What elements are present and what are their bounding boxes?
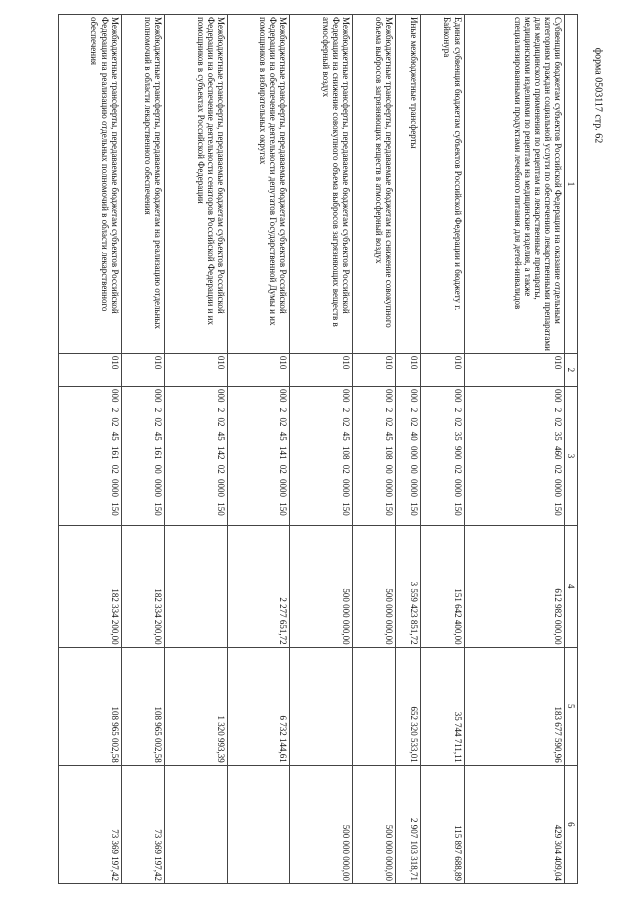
row-income-code: 000 2 02 35 460 02 0000 150	[464, 386, 564, 525]
table-row	[59, 15, 122, 884]
row-name: Межбюджетные трансферты, передаваемые бюджетам субъектов Российской Федерации на обеспечение деятельности сенаторов Российской Федерации и их помощников в субъектах Российской Федерации	[165, 15, 228, 354]
row-executed: 1 320 993,39	[165, 647, 228, 765]
col-header-1: 1	[565, 15, 578, 354]
row-income-code: 000 2 02 45 161 00 0000 150	[121, 386, 165, 525]
row-approved: 182 334 200,00	[121, 525, 165, 647]
row-line-code: 010	[464, 353, 564, 386]
row-approved: 612 982 000,00	[464, 525, 564, 647]
form-number-text: форма 0503117 стр. 62	[592, 47, 604, 143]
row-income-code: 000 2 02 45 108 00 0000 150	[352, 386, 396, 525]
row-executed	[290, 647, 353, 765]
row-executed: 652 320 533,01	[396, 647, 421, 765]
budget-table	[58, 14, 578, 884]
row-income-code: 000 2 02 35 900 02 0000 150	[420, 386, 464, 525]
row-name: Межбюджетные трансферты, передаваемые бюджетам субъектов Российской Федерации на реализацию отдельных полномочий в области лекарственного обеспечения	[59, 15, 122, 354]
row-remaining: 500 000 000,00	[290, 765, 353, 883]
row-approved: 3 559 423 851,72	[396, 525, 421, 647]
row-line-code: 010	[352, 353, 396, 386]
row-line-code: 010	[420, 353, 464, 386]
row-approved: 500 000 000,00	[290, 525, 353, 647]
col-header-6: 6	[565, 765, 578, 883]
row-income-code: 000 2 02 45 141 02 0000 150	[227, 386, 290, 525]
row-executed: 108 965 002,58	[121, 647, 165, 765]
row-income-code: 000 2 02 40 000 00 0000 150	[396, 386, 421, 525]
row-name: Межбюджетные трансферты, передаваемые бюджетам субъектов Российской Федерации на снижение совокупного объема выбросов загрязняющих веществ в атмосферный воздух	[290, 15, 353, 354]
row-executed: 35 744 711,11	[420, 647, 464, 765]
table-row	[165, 15, 228, 884]
row-remaining	[227, 765, 290, 883]
row-remaining: 500 000 000,00	[352, 765, 396, 883]
column-number-header-row	[565, 15, 578, 884]
row-approved: 500 000 000,00	[352, 525, 396, 647]
row-remaining: 73 369 197,42	[121, 765, 165, 883]
row-executed: 183 677 590,96	[464, 647, 564, 765]
table-row	[396, 15, 421, 884]
row-line-code: 010	[396, 353, 421, 386]
row-name: Межбюджетные трансферты, передаваемые бюджетам субъектов Российской Федерации на обеспечение деятельности депутатов Государственной Думы и их помощников в избирательных округах	[227, 15, 290, 354]
form-label	[588, 30, 608, 160]
row-executed	[352, 647, 396, 765]
row-income-code: 000 2 02 45 161 02 0000 150	[59, 386, 122, 525]
col-header-2: 2	[565, 353, 578, 386]
row-remaining: 2 907 103 318,71	[396, 765, 421, 883]
row-remaining: 429 304 409,04	[464, 765, 564, 883]
row-remaining	[165, 765, 228, 883]
row-name: Межбюджетные трансферты, передаваемые бюджетам на снижение совокупного объема выбросов загрязняющих веществ в атмосферный воздух	[352, 15, 396, 354]
row-line-code: 010	[59, 353, 122, 386]
row-approved	[165, 525, 228, 647]
row-name: Межбюджетные трансферты, передаваемые бюджетам на реализацию отдельных полномочий в области лекарственного обеспечения	[121, 15, 165, 354]
table-row	[420, 15, 464, 884]
row-remaining: 73 369 197,42	[59, 765, 122, 883]
row-remaining: 115 897 688,89	[420, 765, 464, 883]
row-income-code: 000 2 02 45 108 02 0000 150	[290, 386, 353, 525]
row-name: Иные межбюджетные трансферты	[396, 15, 421, 354]
col-header-4: 4	[565, 525, 578, 647]
row-name: Субвенции бюджетам субъектов Российской Федерации на оказание отдельным категориям граждан социальной услуги по обеспечению лекарственными препаратами для медицинского применения по рецептам на лекарственные препараты, медицинскими изделиями по рецептам на медицинские изделия, а также специализированными продуктами лечебного питания для детей-инвалидов	[464, 15, 564, 354]
row-line-code: 010	[121, 353, 165, 386]
row-approved: 151 642 400,00	[420, 525, 464, 647]
row-executed: 6 732 144,61	[227, 647, 290, 765]
row-line-code: 010	[227, 353, 290, 386]
row-name: Единая субвенция бюджетам субъектов Российской Федерации и бюджету г. Байконура	[420, 15, 464, 354]
row-line-code: 010	[290, 353, 353, 386]
rotated-table-container	[58, 14, 578, 884]
row-executed: 108 965 002,58	[59, 647, 122, 765]
row-income-code: 000 2 02 45 142 02 0000 150	[165, 386, 228, 525]
table-row	[290, 15, 353, 884]
row-approved: 2 277 651,72	[227, 525, 290, 647]
table-row	[227, 15, 290, 884]
col-header-3: 3	[565, 386, 578, 525]
table-row	[352, 15, 396, 884]
col-header-5: 5	[565, 647, 578, 765]
row-approved: 182 334 200,00	[59, 525, 122, 647]
table-row	[464, 15, 564, 884]
table-row	[121, 15, 165, 884]
row-line-code: 010	[165, 353, 228, 386]
